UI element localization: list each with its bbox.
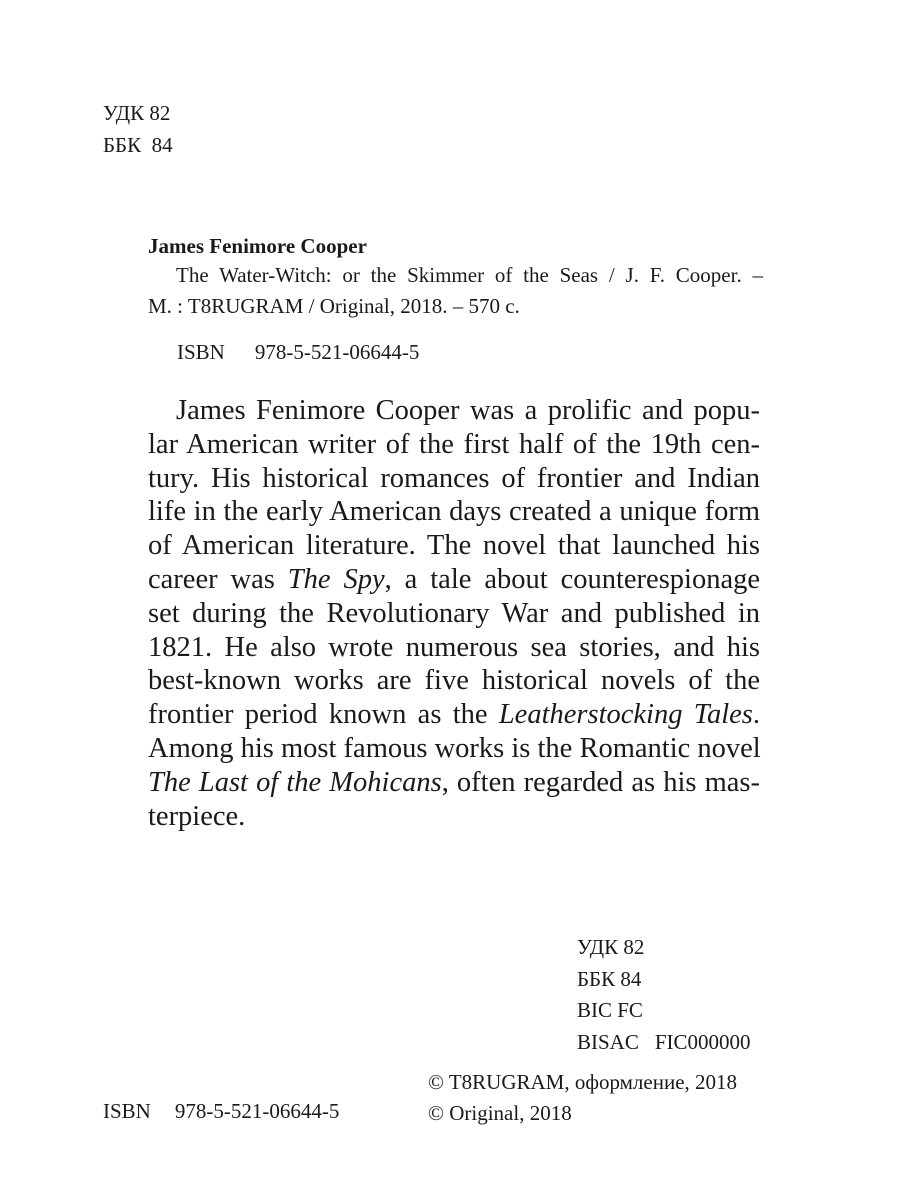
abstract-line: career was The Spy, a tale about counterespionage — [148, 563, 761, 595]
abstract-line: tury. His historical romances of frontier and Indian — [148, 462, 760, 494]
bibliographic-description — [148, 260, 763, 322]
udk-code-right: УДК 82 — [577, 935, 645, 959]
udk-code: УДК 82 — [103, 101, 171, 125]
abstract-line: frontier period known as the Leatherstocking Tales. — [148, 699, 760, 731]
right-classification-codes — [577, 932, 751, 1058]
abstract-line: 1821. He also wrote numerous sea stories, and his — [148, 631, 760, 663]
copyright-block — [428, 1067, 737, 1129]
author-name: James Fenimore Cooper — [148, 234, 367, 258]
isbn-number-bottom: 978-5-521-06644-5 — [174, 1099, 340, 1123]
abstract-line: best-known works are five historical novels of the — [148, 665, 760, 697]
isbn-label-bottom: ISBN — [103, 1099, 151, 1123]
isbn-line — [177, 337, 419, 367]
abstract-line: of American literature. The novel that launched his — [148, 530, 760, 562]
title-last-of-the-mohicans: The Last of the Mohicans — [148, 766, 442, 798]
bibliographic-line-1: The Water-Witch: or the Skimmer of the Seas / J. F. Cooper. – — [176, 263, 763, 287]
abstract-line: lar American writer of the first half of the 19th cen- — [148, 428, 760, 460]
title-the-spy: The Spy — [287, 563, 385, 595]
title-leatherstocking-tales: Leatherstocking Tales — [498, 699, 753, 731]
bisac-code-line — [577, 1027, 751, 1059]
abstract-line: set during the Revolutionary War and published in — [148, 597, 760, 629]
abstract — [148, 394, 760, 833]
top-classification-codes — [103, 97, 173, 161]
bisac-code: FIC000000 — [654, 1029, 751, 1054]
copyright-original: © Original, 2018 — [428, 1101, 572, 1125]
bisac-label: BISAC — [577, 1029, 639, 1054]
bic-code: BIC FC — [577, 998, 643, 1022]
bibliographic-line-2: M. : T8RUGRAM / Original, 2018. – 570 c. — [148, 294, 520, 318]
abstract-line: life in the early American days created a unique form — [148, 496, 760, 528]
abstract-line: terpiece. — [148, 800, 246, 832]
abstract-line: Among his most famous works is the Romantic novel — [148, 732, 761, 764]
isbn-label: ISBN — [177, 340, 225, 364]
copyright-publisher: © T8RUGRAM, оформление, 2018 — [428, 1070, 738, 1094]
abstract-line: James Fenimore Cooper was a prolific and popu- — [176, 395, 760, 426]
isbn-number: 978-5-521-06644-5 — [254, 340, 420, 364]
bbk-code-right: ББК 84 — [577, 966, 642, 991]
bbk-code: ББК 84 — [103, 133, 173, 157]
isbn-bottom — [103, 1096, 339, 1127]
abstract-line: The Last of the Mohicans, often regarded as his mas- — [148, 766, 760, 798]
